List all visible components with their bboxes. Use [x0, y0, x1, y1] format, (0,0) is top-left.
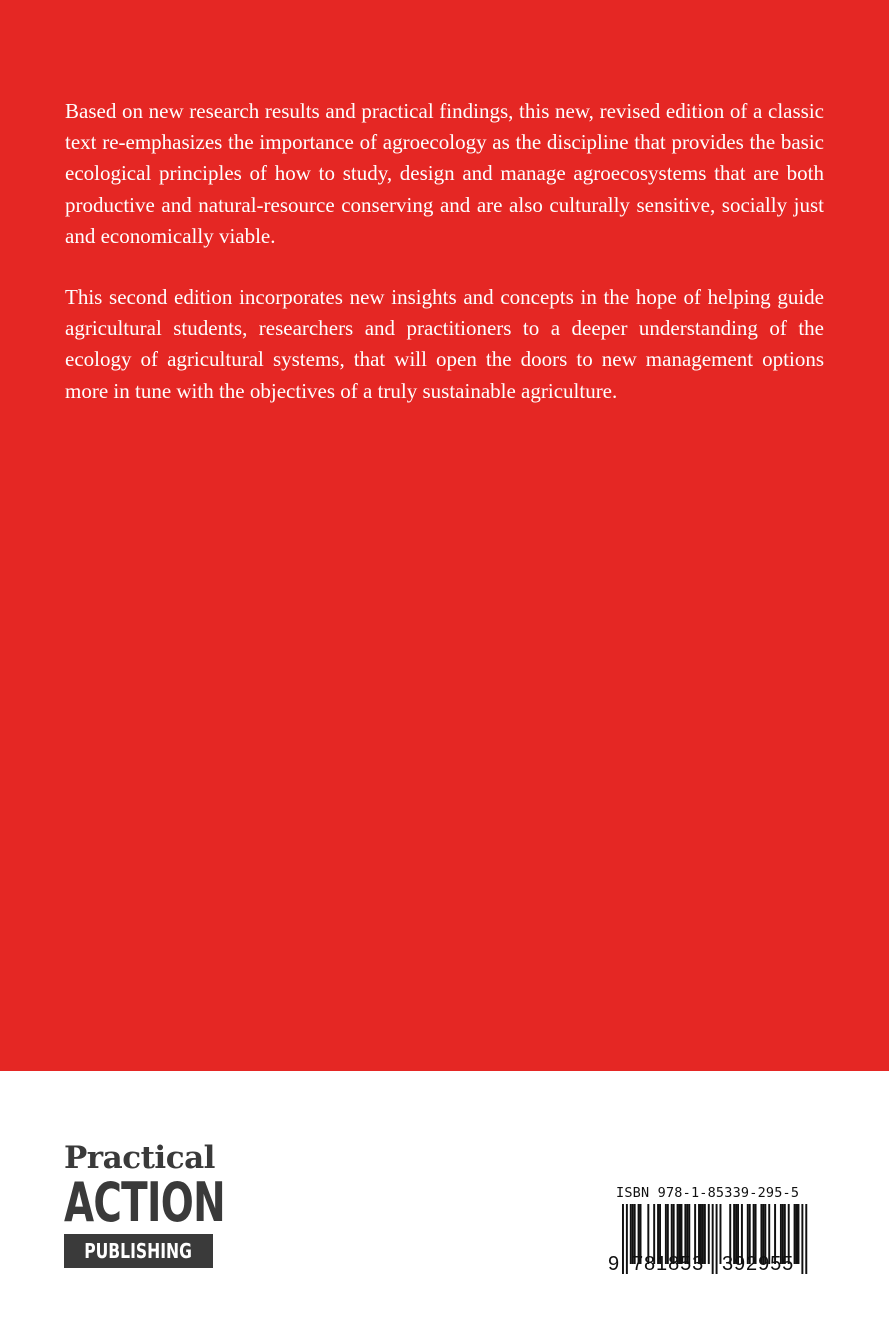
- barcode-digits-right: 392955: [722, 1253, 795, 1275]
- barcode-digit-first: 9: [608, 1253, 620, 1275]
- logo-text-publishing: PUBLISHING: [84, 1239, 193, 1263]
- blurb-paragraph-2: This second edition incorporates new insights and concepts in the hope of helping guide agricultural students, researchers and practitioners to a deeper understanding of the ecology of agricultural systems, that will open the doors to new management options more in tune with the objectives of a truly sustainable agriculture.: [65, 285, 824, 403]
- isbn-barcode-block: [608, 1185, 813, 1274]
- logo-publishing-bar: [64, 1234, 213, 1268]
- publisher-logo: [64, 1140, 225, 1268]
- logo-text-action: ACTION: [64, 1171, 225, 1234]
- barcode-digits-left: 781853: [632, 1253, 705, 1275]
- blurb-paragraph-1: Based on new research results and practical findings, this new, revised edition of a classic text re-emphasizes the importance of agroecology as the discipline that provides the basic ecological principles of how to study, design and manage agroecosystems that are both productive and natural-resource conserving and are also culturally sensitive, socially just and economically viable.: [65, 99, 824, 248]
- back-cover-blurb: [65, 96, 824, 407]
- logo-text-practical: Practical: [64, 1140, 215, 1176]
- isbn-label: ISBN 978-1-85339-295-5: [616, 1185, 800, 1201]
- barcode-digits: [608, 1253, 813, 1277]
